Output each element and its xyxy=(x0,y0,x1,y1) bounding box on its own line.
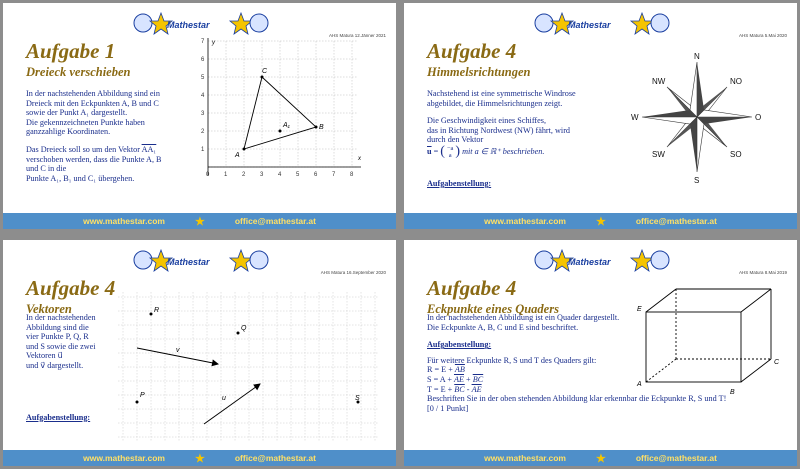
eq-part: T = E + xyxy=(427,384,455,394)
label-p: P xyxy=(140,392,145,399)
footer-mail-link[interactable]: office@mathestar.at xyxy=(635,216,717,226)
label-c: C xyxy=(262,68,268,75)
label-o: O xyxy=(755,113,762,122)
label-n: N xyxy=(694,52,700,61)
task-text xyxy=(26,313,96,422)
label-v: v xyxy=(176,347,180,354)
y-tick: 3 xyxy=(201,111,205,117)
y-axis-label: y xyxy=(212,40,215,46)
label-s: S xyxy=(694,176,700,185)
footer xyxy=(404,213,797,229)
vector-rest: mit a ∈ ℝ⁺ beschrieben. xyxy=(462,147,545,157)
text-line: das in Richtung Nordwest (NW) fährt, wird xyxy=(427,125,571,135)
bracket-open: ( xyxy=(440,144,445,160)
text-line: sowie der Punkt A₁ dargestellt. xyxy=(26,108,128,118)
text-line: vier Punkte P, Q, R xyxy=(26,332,89,342)
y-tick: 2 xyxy=(201,129,205,135)
text-line: Abbildung sind die xyxy=(26,322,89,332)
footer-web-link[interactable]: www.mathestar.com xyxy=(484,453,566,463)
label-sw: SW xyxy=(652,150,665,159)
footer xyxy=(404,450,797,466)
footer-mail-link[interactable]: office@mathestar.at xyxy=(234,216,316,226)
x-tick: 7 xyxy=(332,172,336,178)
point-q xyxy=(237,332,240,335)
point-r xyxy=(150,313,153,316)
point-a xyxy=(243,148,246,151)
task-text xyxy=(427,89,576,189)
point-c xyxy=(261,76,264,79)
text-line xyxy=(26,145,162,155)
slide-subtitle: Dreieck verschieben xyxy=(26,65,131,79)
label-so: SO xyxy=(730,150,742,159)
footer-mail-link[interactable]: office@mathestar.at xyxy=(635,453,717,463)
eq-part: - xyxy=(464,384,472,394)
footer xyxy=(3,213,396,229)
x-tick: 2 xyxy=(242,172,246,178)
mathestar-logo xyxy=(532,244,672,276)
text-line: Die Eckpunkte A, B, C und E sind beschriftet. xyxy=(427,322,579,332)
matura-date: AHS Matura 8.Mai 2019 xyxy=(738,270,787,275)
footer-web-link[interactable]: www.mathestar.com xyxy=(83,453,165,463)
text-line: und C in die xyxy=(26,164,67,174)
text-line: Die gekennzeichneten Punkte haben xyxy=(26,117,145,127)
label-a: A xyxy=(637,381,642,388)
slide-title: Aufgabe 4 xyxy=(26,276,116,300)
point-a1 xyxy=(279,130,282,133)
text-line: durch den Vektor xyxy=(427,135,484,145)
label-b: B xyxy=(319,124,324,131)
eq-part: R = E + xyxy=(427,365,455,375)
triangle-coordinate-chart xyxy=(198,36,368,186)
x-tick: 6 xyxy=(314,172,318,178)
logo-text: Mathestar xyxy=(167,20,210,30)
text-line: Punkte A₁, B₁ und C₁ übergehen. xyxy=(26,173,135,183)
windrose xyxy=(612,47,782,187)
vector-ae: $\overline{AE}$ xyxy=(453,374,464,384)
vector-top: −a xyxy=(446,144,454,152)
mathestar-logo xyxy=(532,7,672,39)
task-heading: Aufgabenstellung: xyxy=(427,178,492,188)
vector-bc: $\overline{BC}$ xyxy=(472,374,484,384)
x-tick: 3 xyxy=(260,172,264,178)
task-heading: Aufgabenstellung: xyxy=(427,340,492,350)
vector-aa1: AA₁ xyxy=(141,144,157,154)
star-icon: ★ xyxy=(194,452,205,465)
vector-definition xyxy=(427,145,576,159)
vector-ab: $\overline{AB}$ xyxy=(454,365,465,375)
label-a1: A₁ xyxy=(283,122,290,129)
task-heading: Aufgabenstellung: xyxy=(26,412,91,422)
label-r: R xyxy=(154,307,160,314)
y-tick-labels xyxy=(201,39,205,153)
text-line: Beschriften Sie in der oben stehenden Abbildung klar erkennbar die Eckpunkte R, S und T! xyxy=(427,394,727,404)
text-line: abgebildet, die Himmelsrichtungen zeigt. xyxy=(427,98,563,108)
slide-subtitle: Vektoren xyxy=(26,302,72,316)
text-line: und S sowie die zwei xyxy=(26,341,96,351)
logo-text: Mathestar xyxy=(568,257,611,267)
cuboid xyxy=(646,289,771,382)
footer xyxy=(3,450,396,466)
eq-part: S = A + xyxy=(427,374,454,384)
cuboid-diagram xyxy=(634,284,784,404)
vectors-grid xyxy=(118,292,383,442)
bracket-close: ) xyxy=(455,144,461,160)
text-fragment: Das Dreieck soll so um den Vektor xyxy=(26,144,142,154)
vector-bottom: a xyxy=(448,151,452,159)
label-b: B xyxy=(730,389,735,396)
x-tick: 0 xyxy=(206,172,210,178)
points-note: [0 / 1 Punkt] xyxy=(427,403,469,413)
text-line: Vektoren u⃗ xyxy=(26,351,63,361)
mathestar-logo xyxy=(131,244,271,276)
equals-sign: = xyxy=(433,147,439,157)
y-tick: 7 xyxy=(201,39,205,45)
star-icon: ★ xyxy=(194,215,205,228)
label-nw: NW xyxy=(652,77,666,86)
grid xyxy=(118,292,378,442)
x-tick: 1 xyxy=(224,172,228,178)
vector-u: $\overline{u}$ xyxy=(427,147,432,157)
footer-web-link[interactable]: www.mathestar.com xyxy=(83,216,165,226)
text-line: Nachstehend ist eine symmetrische Windrose xyxy=(427,89,576,98)
label-e: E xyxy=(637,306,642,313)
text-line: Die Geschwindigkeit eines Schiffes, xyxy=(427,116,546,126)
logo-text: Mathestar xyxy=(568,20,611,30)
slide-title: Aufgabe 4 xyxy=(427,39,517,63)
text-line: ganzzahlige Koordinaten. xyxy=(26,127,111,137)
x-tick: 4 xyxy=(278,172,282,178)
text-line: In der nachstehenden Abbildung ist ein Quader dargestellt. xyxy=(427,313,620,322)
label-q: Q xyxy=(241,325,247,332)
matura-date: AHS Matura 5.Mai 2020 xyxy=(738,33,787,38)
x-tick: 8 xyxy=(350,172,354,178)
text-line: verschoben werden, dass die Punkte A, B xyxy=(26,154,162,164)
label-w: W xyxy=(631,113,639,122)
slide-aufgabe-4-vektoren[interactable] xyxy=(3,240,396,466)
vector-u-arrow xyxy=(204,384,260,424)
vector-ae: $\overline{AE}$ xyxy=(471,384,482,394)
text-line: Für weitere Eckpunkte R, S und T des Quaders gilt: xyxy=(427,355,597,365)
x-tick-labels xyxy=(206,172,354,178)
label-s: S xyxy=(355,395,360,402)
text-line: und v⃗ dargestellt. xyxy=(26,360,84,370)
point-b xyxy=(315,126,318,129)
label-c: C xyxy=(774,359,780,366)
task-text xyxy=(26,89,162,183)
y-tick: 4 xyxy=(201,93,205,99)
text-line: In der nachstehenden xyxy=(26,313,96,322)
eq-part: + xyxy=(464,374,473,384)
top-strip xyxy=(3,3,396,6)
slide-title: Aufgabe 1 xyxy=(26,39,116,63)
text-line: Dreieck mit den Eckpunkten A, B und C xyxy=(26,98,159,108)
vector-bc: $\overline{BC}$ xyxy=(454,384,465,394)
x-tick: 5 xyxy=(296,172,300,178)
label-no: NO xyxy=(730,77,742,86)
slide-subtitle: Eckpunkte eines Quaders xyxy=(427,302,559,316)
footer-mail-link[interactable]: office@mathestar.at xyxy=(234,453,316,463)
slide-subtitle: Himmelsrichtungen xyxy=(427,65,531,79)
y-tick: 6 xyxy=(201,57,205,63)
grid xyxy=(208,41,358,167)
star-icon: ★ xyxy=(595,452,606,465)
y-tick: 5 xyxy=(201,75,205,81)
label-u: u xyxy=(222,395,226,402)
slide-aufgabe-4-quader[interactable] xyxy=(404,240,797,466)
slide-aufgabe-4-himmelsrichtungen[interactable] xyxy=(404,3,797,229)
text-line: In der nachstehenden Abbildung sind ein xyxy=(26,89,160,98)
mathestar-logo xyxy=(131,7,271,39)
footer-web-link[interactable]: www.mathestar.com xyxy=(484,216,566,226)
x-axis-label: x xyxy=(358,156,361,162)
matura-date: AHS Matura 12.Jänner 2021 xyxy=(328,33,386,38)
slide-aufgabe-1[interactable] xyxy=(3,3,396,229)
label-a: A xyxy=(235,152,240,159)
point-p xyxy=(136,401,139,404)
slide-title: Aufgabe 4 xyxy=(427,276,517,300)
logo-text: Mathestar xyxy=(167,257,210,267)
matura-date: AHS Matura 16.September 2020 xyxy=(320,270,386,275)
star-icon: ★ xyxy=(595,215,606,228)
vector-components xyxy=(447,145,454,159)
y-tick: 1 xyxy=(201,147,205,153)
